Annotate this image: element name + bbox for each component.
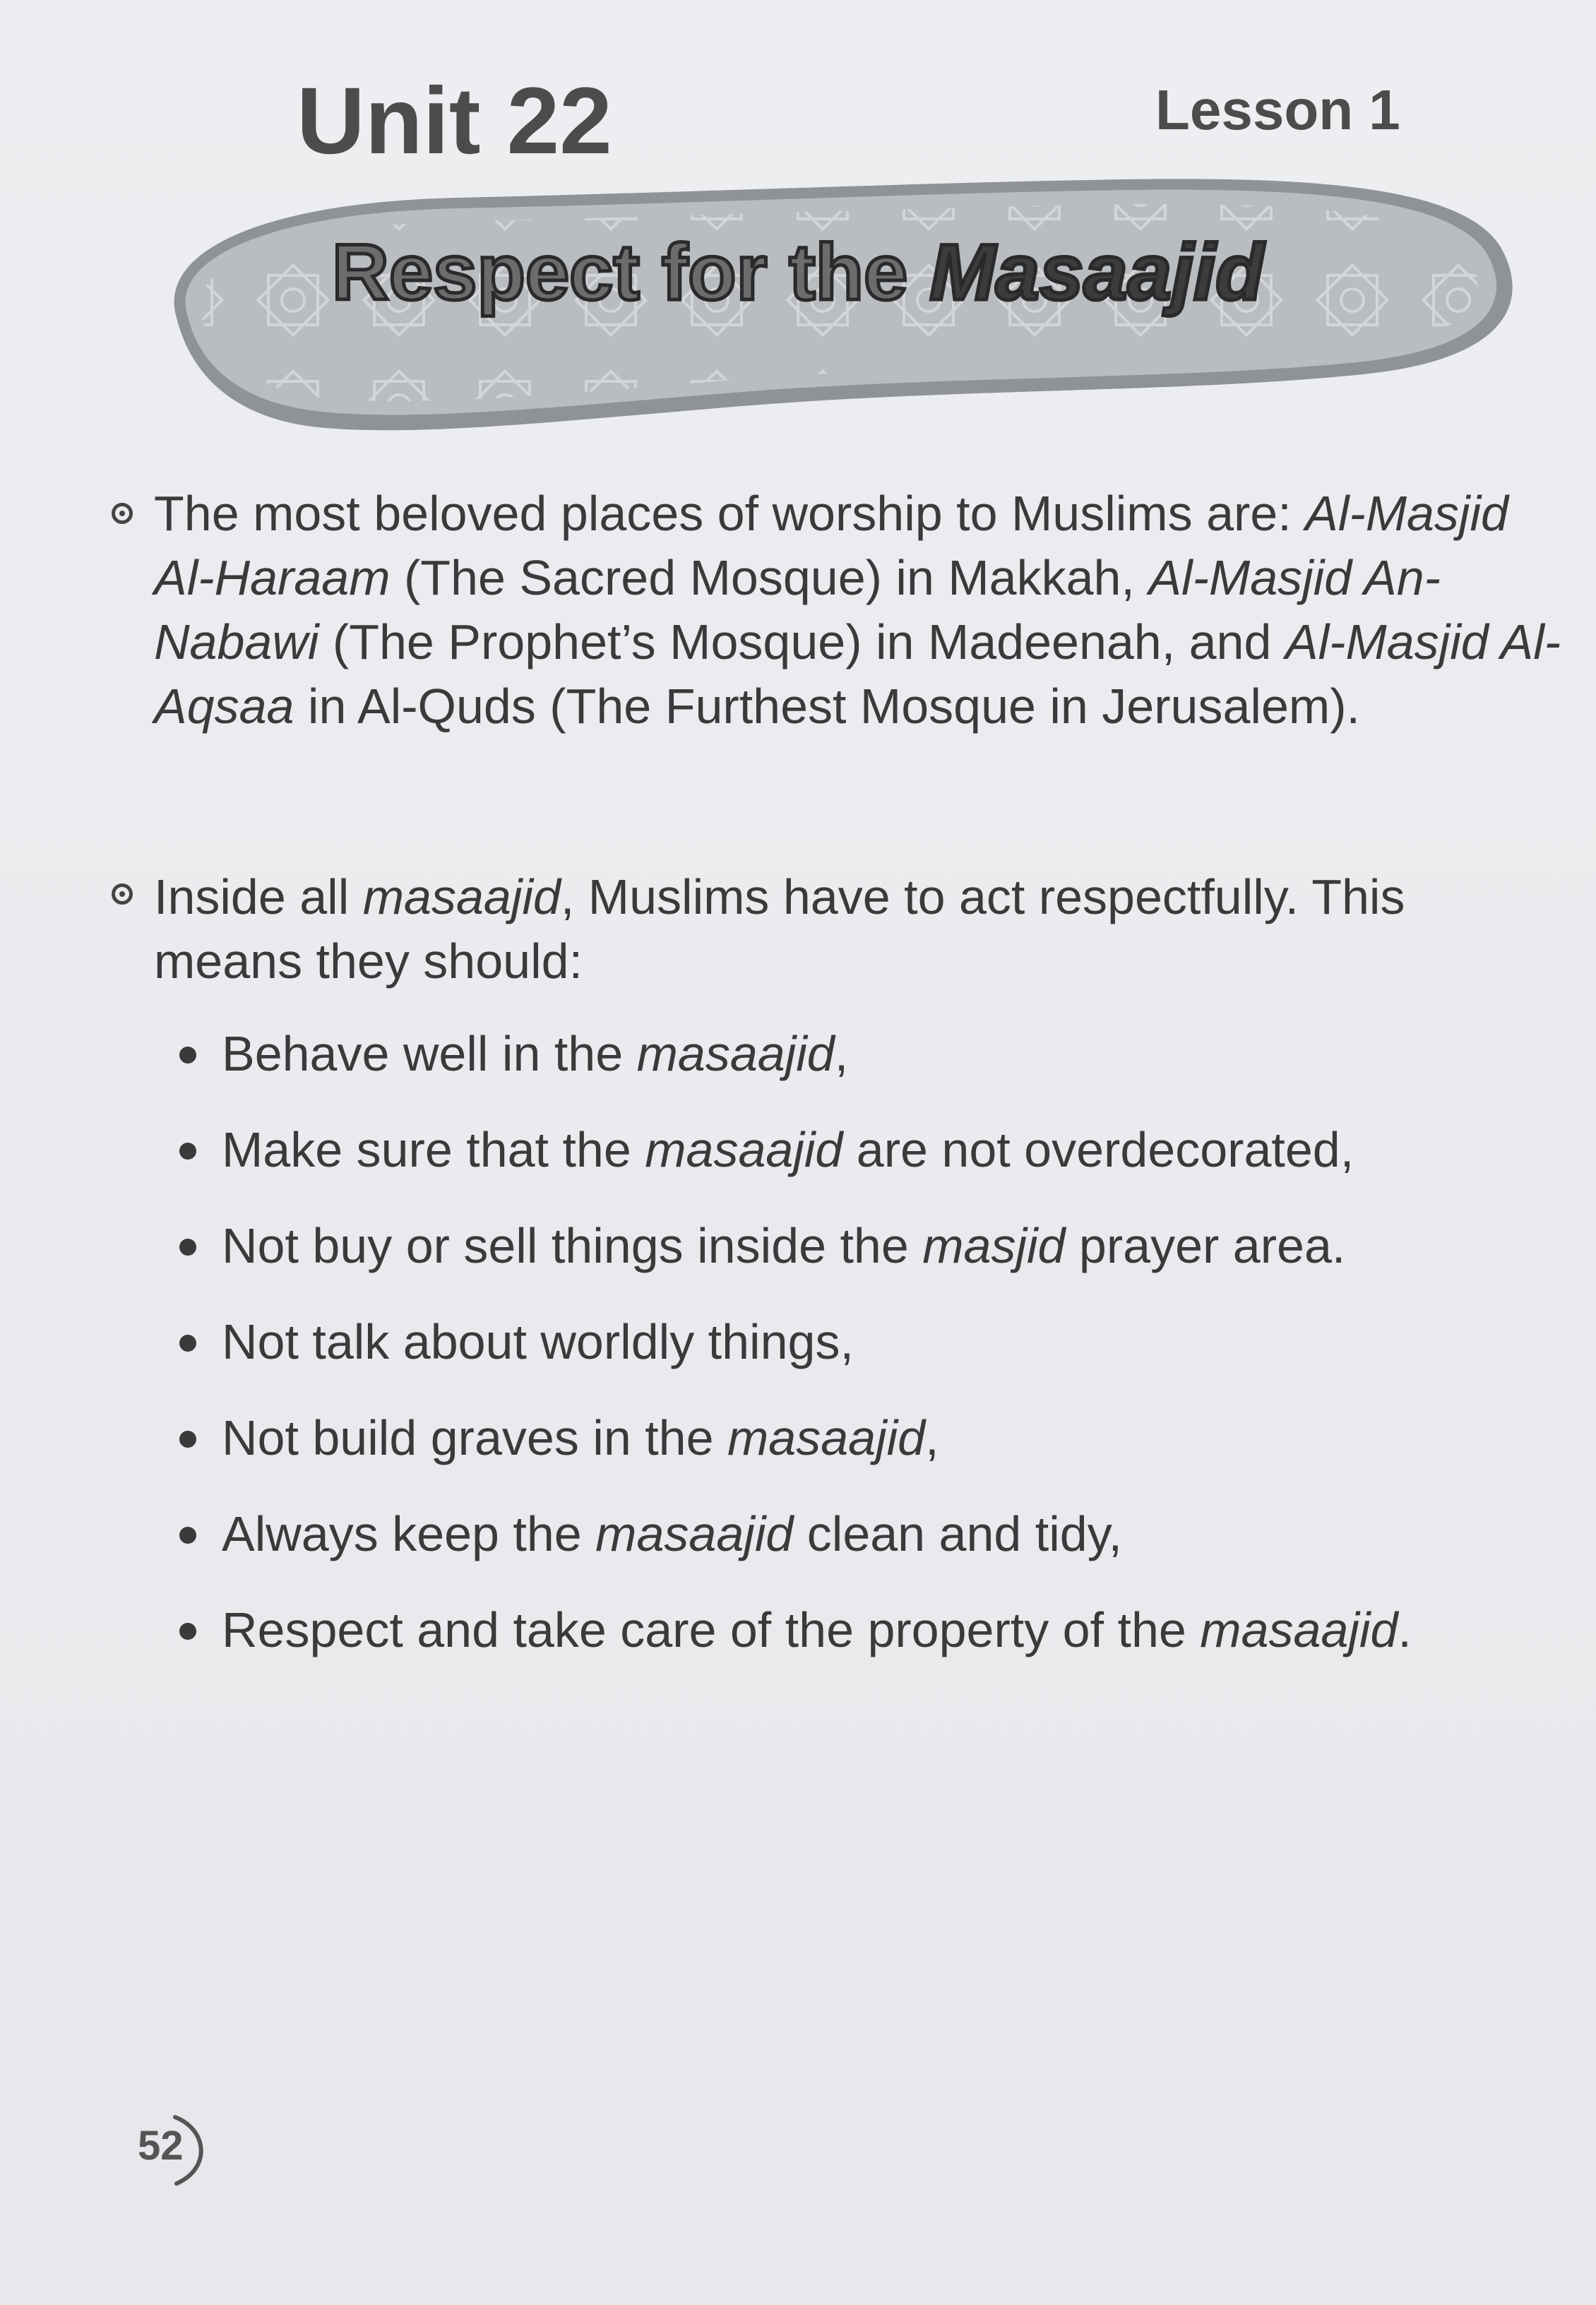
text-run: The most beloved places of worship to Muslims are: xyxy=(154,486,1306,541)
text-run: (The Sacred Mosque) in Makkah, xyxy=(390,550,1149,605)
target-bullet-icon xyxy=(112,883,133,905)
text-run: Always keep the xyxy=(222,1506,596,1561)
list-item xyxy=(177,1501,1412,1597)
page-number-arc-icon xyxy=(168,2112,218,2189)
text-run: , xyxy=(925,1410,939,1465)
list-item xyxy=(177,1597,1412,1693)
text-run: Inside all xyxy=(154,869,363,924)
list-item xyxy=(177,1405,1412,1501)
text-run: , Muslims have to act respectfully. This means they should: xyxy=(154,869,1405,989)
paragraph-respect xyxy=(154,865,1531,994)
text-run: , xyxy=(834,1026,849,1081)
text-run: Make sure that the xyxy=(222,1122,645,1177)
text-run: Not buy or sell things inside the xyxy=(222,1218,923,1273)
text-run: Behave well in the xyxy=(222,1026,637,1081)
italic-term: Al-Masjid Al-Aqsaa xyxy=(154,614,1561,734)
italic-term: masaajid xyxy=(645,1122,843,1177)
list-item xyxy=(177,1117,1412,1213)
text-run: Not build graves in the xyxy=(222,1410,727,1465)
italic-term: masaajid xyxy=(636,1026,835,1081)
page-number: 52 xyxy=(138,2123,184,2169)
italic-term: masaajid xyxy=(727,1410,926,1465)
list-item xyxy=(177,1309,1412,1405)
text-run: (The Prophet’s Mosque) in Madeenah, and xyxy=(318,614,1285,669)
text-run: clean and tidy, xyxy=(793,1506,1122,1561)
lesson-label: Lesson 1 xyxy=(1155,78,1400,141)
text-run: prayer area. xyxy=(1065,1218,1346,1273)
italic-term: masaajid xyxy=(1200,1602,1398,1657)
list-item xyxy=(177,1021,1412,1117)
lesson-heading-main: Respect for the xyxy=(332,228,908,316)
text-run: are not overdecorated, xyxy=(842,1122,1354,1177)
text-run: . xyxy=(1398,1602,1412,1657)
unit-title: Unit 22 xyxy=(297,69,612,174)
text-run: Respect and take care of the property of the xyxy=(222,1602,1201,1657)
paragraph-holy-mosques xyxy=(154,482,1580,739)
target-bullet-icon xyxy=(112,503,133,524)
italic-term: masaajid xyxy=(595,1506,794,1561)
italic-term: Al-Masjid An-Nabawi xyxy=(154,550,1441,669)
lesson-heading xyxy=(332,228,1264,316)
text-run: in Al-Quds (The Furthest Mosque in Jerusalem). xyxy=(294,679,1360,734)
italic-term: Al-Masjid Al-Haraam xyxy=(154,486,1508,605)
italic-term: masaajid xyxy=(362,869,561,924)
conduct-list xyxy=(177,1021,1412,1693)
text-run: Not talk about worldly things, xyxy=(222,1314,854,1369)
list-item xyxy=(177,1213,1412,1309)
lesson-heading-emphasis: Masaajid xyxy=(929,228,1264,316)
italic-term: masjid xyxy=(922,1218,1066,1273)
